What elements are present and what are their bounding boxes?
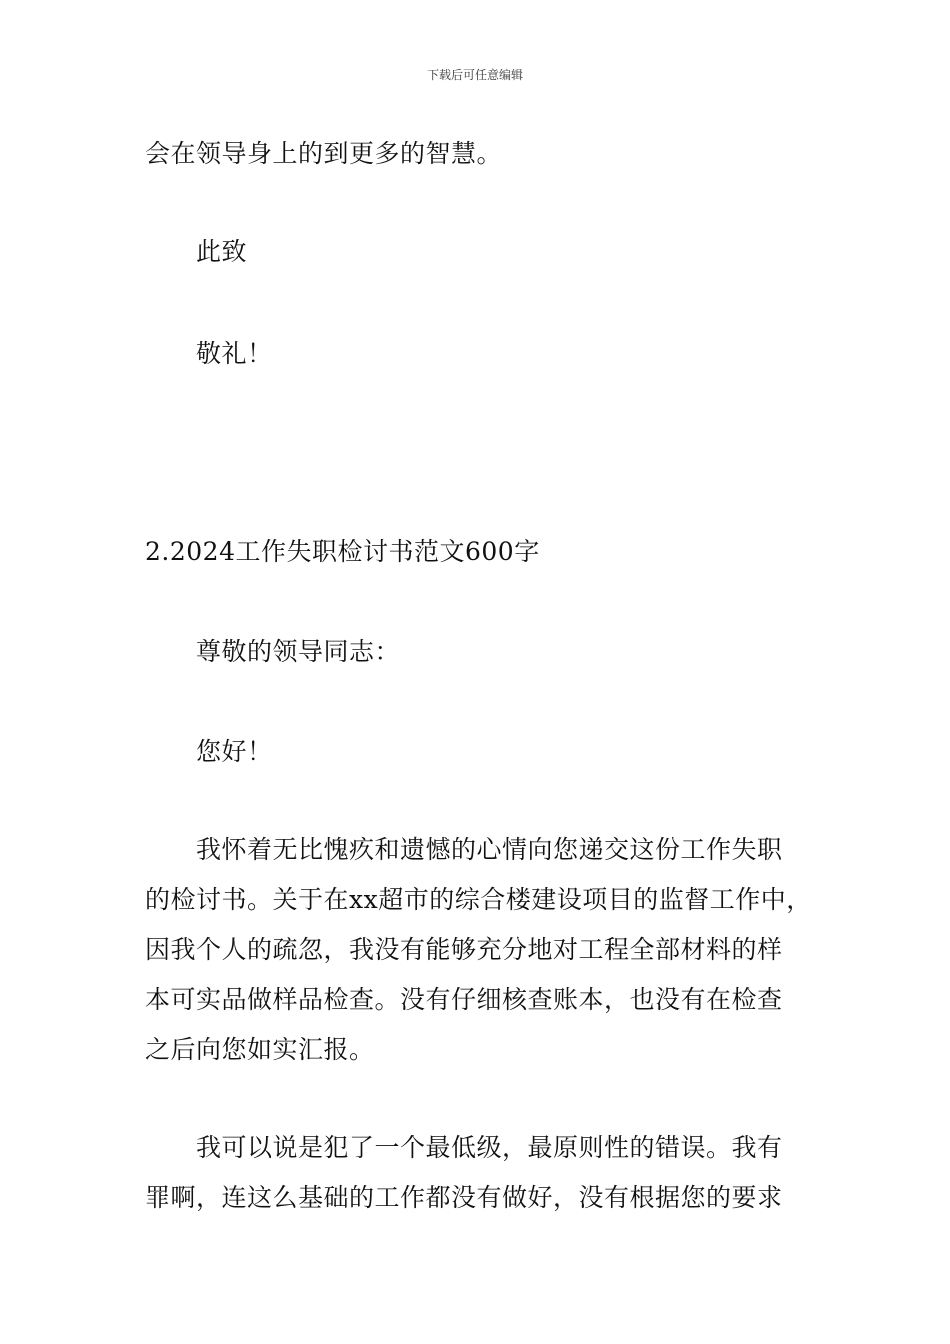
paragraph-line: 罪啊，连这么基础的工作都没有做好，没有根据您的要求	[145, 1183, 783, 1212]
closing-salutation: 此致	[196, 237, 248, 266]
paragraph-line: 本可实品做样品检查。没有仔细核查账本，也没有在检查	[145, 985, 783, 1014]
closing-regards: 敬礼！	[196, 339, 273, 368]
page-header: 下载后可任意编辑	[426, 68, 523, 82]
greeting: 您好！	[196, 737, 273, 766]
paragraph-line: 我怀着无比愧疚和遗憾的心情向您递交这份工作失职	[196, 835, 783, 864]
section-heading: 2.2024工作失职检讨书范文600字	[145, 537, 540, 566]
paragraph-line: 我可以说是犯了一个最低级，最原则性的错误。我有	[196, 1133, 783, 1162]
paragraph-line: 之后向您如实汇报。	[145, 1035, 375, 1064]
paragraph-line: 的检讨书。关于在xx超市的综合楼建设项目的监督工作中，	[145, 885, 812, 914]
greeting-addressee: 尊敬的领导同志：	[196, 637, 401, 666]
text-line: 会在领导身上的到更多的智慧。	[145, 139, 503, 168]
paragraph-line: 因我个人的疏忽，我没有能够充分地对工程全部材料的样	[145, 935, 783, 964]
